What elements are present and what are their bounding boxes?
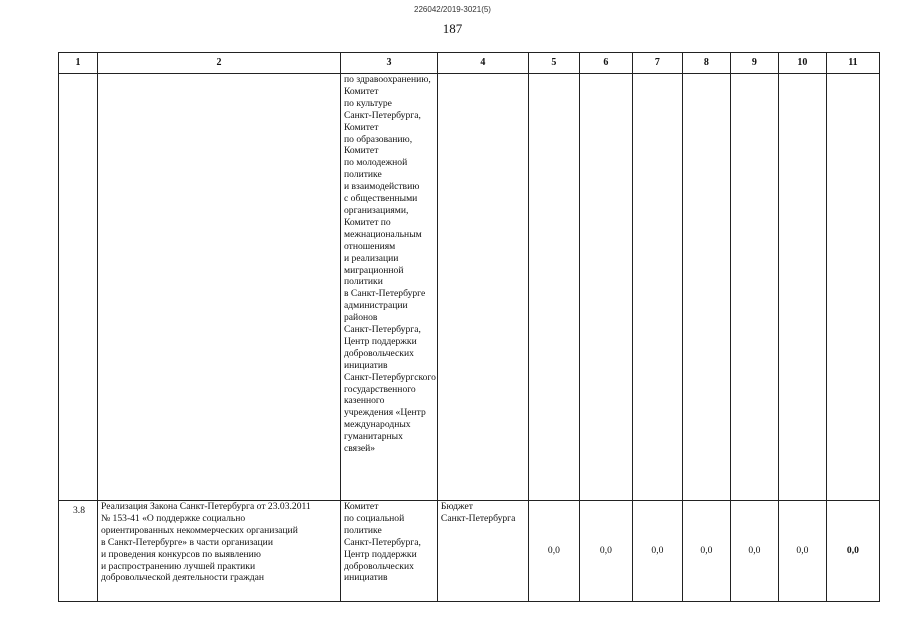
executor-line: Санкт-Петербурга, bbox=[344, 536, 421, 548]
executor-line: отношениям bbox=[344, 240, 396, 252]
page-number: 187 bbox=[442, 21, 463, 36]
executor-line: по образованию, bbox=[344, 133, 413, 145]
cell-value bbox=[632, 74, 682, 501]
header-col-1: 1 bbox=[59, 53, 98, 74]
executor-line: гуманитарных bbox=[344, 431, 403, 443]
header-col-9: 9 bbox=[730, 53, 778, 74]
header-col-3: 3 bbox=[341, 53, 438, 74]
header-col-2: 2 bbox=[98, 53, 341, 74]
executor-line: Центр поддержки bbox=[344, 335, 417, 347]
value-col-7: 0,0 bbox=[632, 501, 682, 602]
executor-line: добровольческих bbox=[344, 347, 414, 359]
document-id: 226042/2019-3021(5) bbox=[414, 5, 491, 14]
executor-line: Санкт-Петербурга, bbox=[344, 109, 421, 121]
executor-line: межнациональным bbox=[344, 228, 422, 240]
cell-value bbox=[682, 74, 730, 501]
source-line: Бюджет bbox=[440, 501, 473, 512]
value-col-5: 0,0 bbox=[528, 501, 579, 602]
executor-line: по молодежной bbox=[344, 157, 408, 169]
executor-line: Санкт-Петербургского bbox=[344, 371, 436, 383]
name-line: Реализация Закона Санкт-Петербурга от 23.03.2011 bbox=[101, 501, 311, 512]
executor-line: миграционной bbox=[344, 264, 404, 276]
executor-line: Комитет bbox=[344, 501, 379, 512]
executor-line: в Санкт-Петербурге bbox=[344, 288, 426, 300]
header-col-11: 11 bbox=[826, 53, 879, 74]
header-col-10: 10 bbox=[778, 53, 826, 74]
executor-line: Центр поддержки bbox=[344, 548, 417, 560]
row-funding-source bbox=[437, 501, 528, 602]
executor-line: районов bbox=[344, 312, 378, 324]
cell-executors bbox=[341, 74, 438, 501]
executor-line: политике bbox=[344, 524, 382, 536]
name-line: и проведения конкурсов по выявлению bbox=[101, 548, 261, 560]
cell-value bbox=[778, 74, 826, 501]
name-line: ориентированных некоммерческих организаций bbox=[101, 524, 298, 536]
cell-value bbox=[579, 74, 632, 501]
executor-line: Комитет bbox=[344, 85, 379, 97]
executor-line: и реализации bbox=[344, 252, 399, 264]
cell-source bbox=[437, 74, 528, 501]
executor-line: учреждения «Центр bbox=[344, 407, 426, 419]
cell-value bbox=[528, 74, 579, 501]
value-col-8: 0,0 bbox=[682, 501, 730, 602]
header-row bbox=[59, 53, 880, 74]
executor-line: связей» bbox=[344, 443, 376, 455]
executor-line: организациями, bbox=[344, 204, 409, 216]
value-col-9: 0,0 bbox=[730, 501, 778, 602]
value-col-6: 0,0 bbox=[579, 501, 632, 602]
executor-line: и взаимодействию bbox=[344, 181, 420, 193]
executor-line: с общественными bbox=[344, 193, 418, 205]
executor-line: добровольческих bbox=[344, 560, 414, 572]
executor-line: международных bbox=[344, 419, 411, 431]
executor-line: государственного bbox=[344, 383, 416, 395]
header-col-7: 7 bbox=[632, 53, 682, 74]
executor-line: инициатив bbox=[344, 572, 388, 584]
header-col-6: 6 bbox=[579, 53, 632, 74]
value-total: 0,0 bbox=[826, 501, 879, 602]
name-line: и распространению лучшей практики bbox=[101, 560, 256, 572]
executor-line: Санкт-Петербурга, bbox=[344, 324, 421, 336]
cell-total bbox=[826, 74, 879, 501]
table-row-continuation bbox=[59, 74, 880, 501]
header-col-4: 4 bbox=[437, 53, 528, 74]
executor-line: казенного bbox=[344, 395, 385, 407]
executor-line: политике bbox=[344, 169, 382, 181]
name-line: в Санкт-Петербурге» в части организации bbox=[101, 536, 273, 548]
source-line: Санкт-Петербурга bbox=[440, 512, 516, 524]
program-table bbox=[58, 52, 880, 602]
header-col-8: 8 bbox=[682, 53, 730, 74]
value-col-10: 0,0 bbox=[778, 501, 826, 602]
row-number: 3.8 bbox=[59, 501, 98, 602]
row-name bbox=[98, 501, 341, 602]
executor-line: инициатив bbox=[344, 359, 388, 371]
executor-line: политики bbox=[344, 276, 383, 288]
executor-line: по культуре bbox=[344, 97, 392, 109]
cell-name bbox=[98, 74, 341, 501]
executor-line: Комитет по bbox=[344, 216, 391, 228]
executor-line: по здравоохранению, bbox=[344, 74, 431, 85]
row-executors bbox=[341, 501, 438, 602]
cell-number bbox=[59, 74, 98, 501]
executor-line: по социальной bbox=[344, 512, 405, 524]
header-col-5: 5 bbox=[528, 53, 579, 74]
executor-line: администрации bbox=[344, 300, 408, 312]
cell-value bbox=[730, 74, 778, 501]
executor-line: Комитет bbox=[344, 145, 379, 157]
table-row-3-8 bbox=[59, 501, 880, 602]
name-line: № 153-41 «О поддержке социально bbox=[101, 512, 246, 524]
executor-line: Комитет bbox=[344, 121, 379, 133]
name-line: добровольческой деятельности граждан bbox=[101, 572, 265, 584]
